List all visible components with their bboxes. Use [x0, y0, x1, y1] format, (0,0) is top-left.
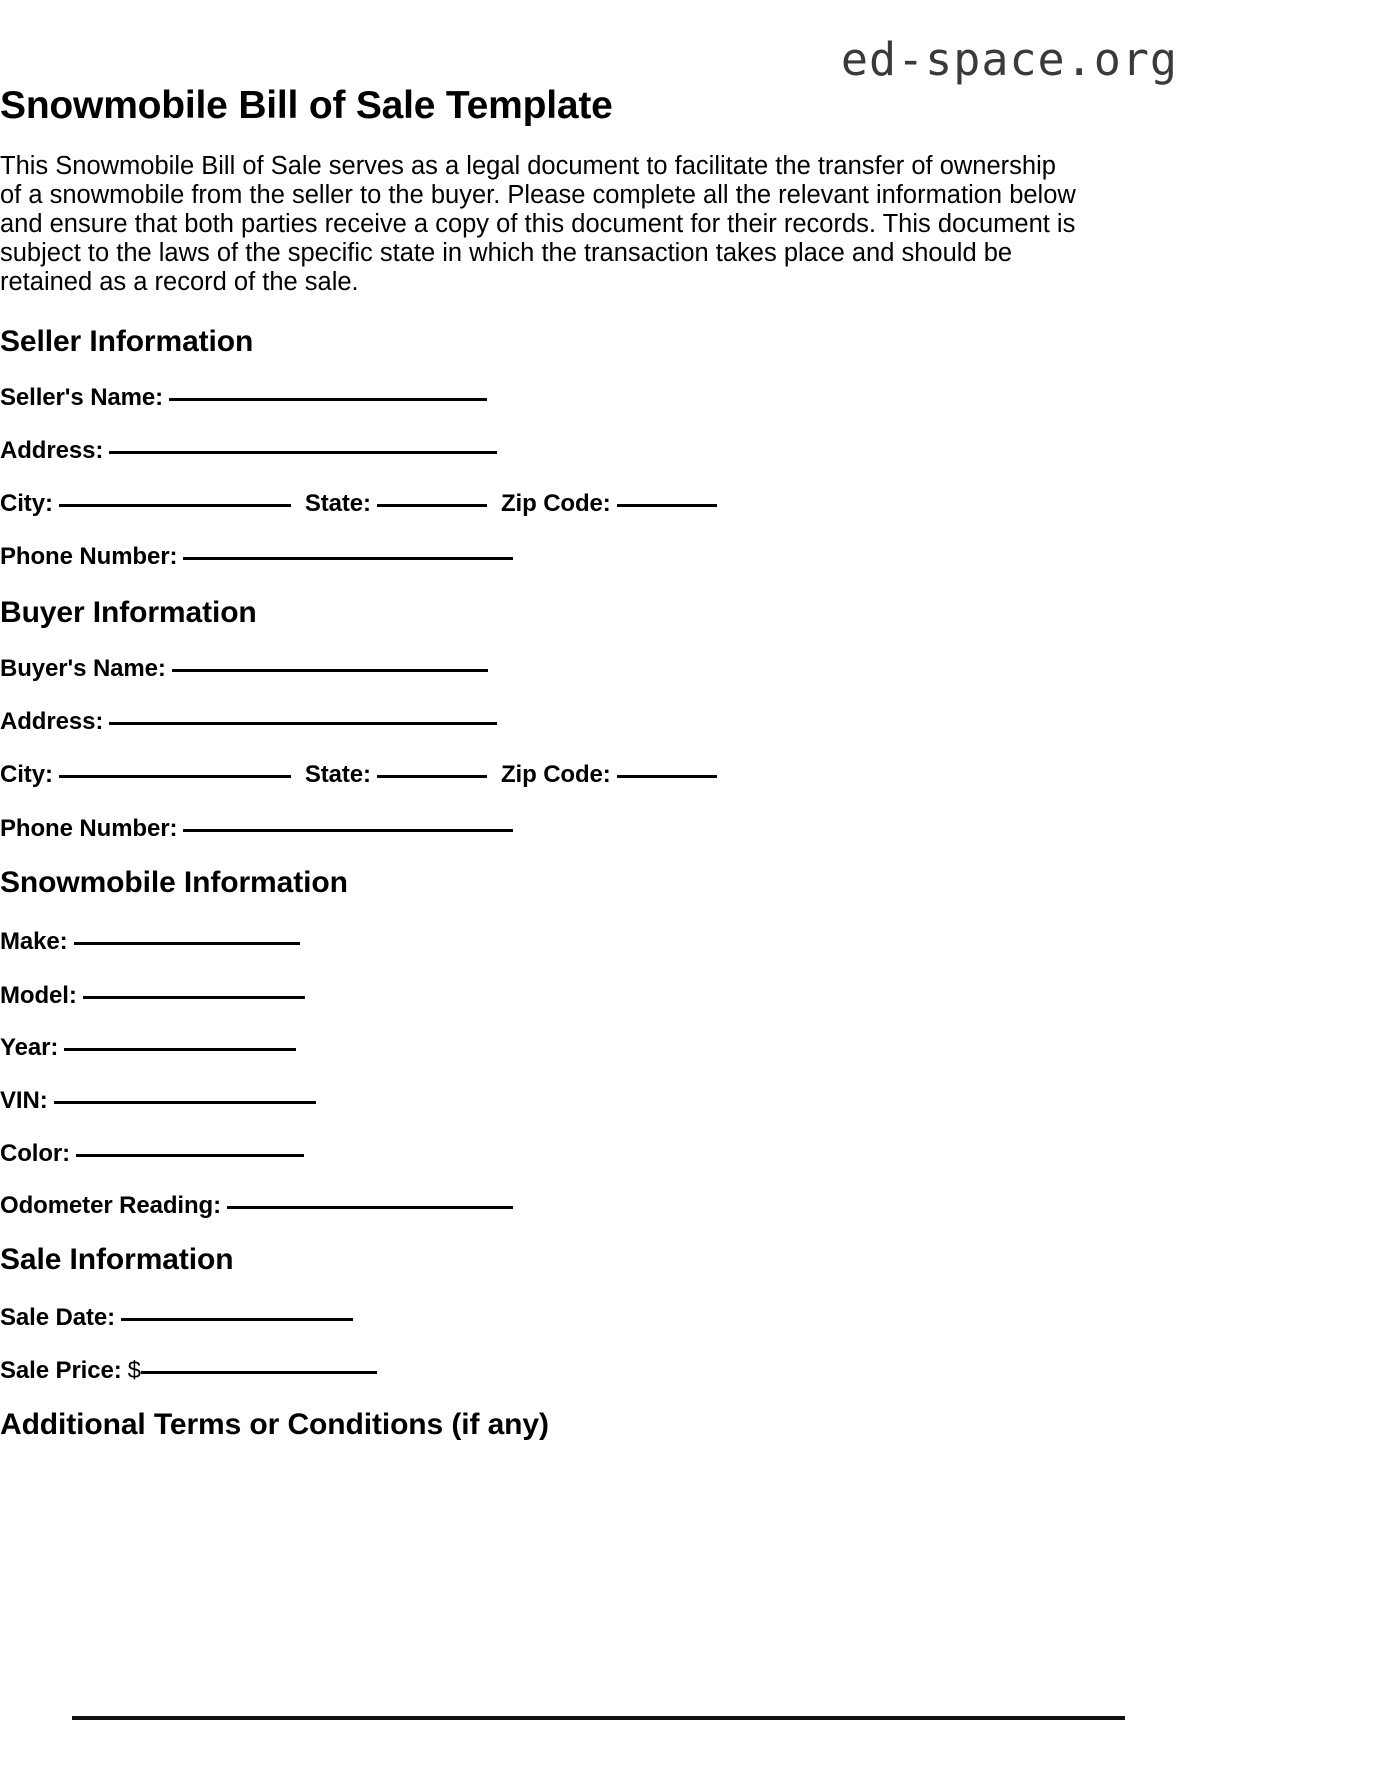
site-watermark: ed-space.org: [840, 33, 1178, 86]
input-line-buyer-zip[interactable]: [617, 775, 717, 778]
field-vin: [0, 1087, 316, 1115]
currency-symbol: $: [127, 1357, 141, 1384]
input-line-vin[interactable]: [54, 1101, 316, 1104]
field-label-buyer-state: State:: [304, 761, 371, 788]
field-seller-name: [0, 384, 487, 412]
input-line-seller-state[interactable]: [377, 504, 487, 507]
input-line-year[interactable]: [64, 1048, 296, 1051]
field-sale-price: [0, 1357, 377, 1385]
input-line-buyers-name[interactable]: [172, 669, 488, 672]
field-seller-city-state-zip: [0, 490, 717, 518]
input-line-seller-phone[interactable]: [183, 557, 513, 560]
field-label-seller-address: Address:: [0, 437, 104, 464]
input-line-color[interactable]: [76, 1154, 304, 1157]
field-label-vin: VIN:: [0, 1087, 48, 1114]
field-label-seller-city: City:: [0, 490, 53, 517]
field-buyer-name: [0, 655, 488, 683]
input-line-model[interactable]: [83, 996, 305, 999]
field-label-make: Make:: [0, 928, 68, 955]
input-line-sellers-name[interactable]: [169, 398, 487, 401]
field-color: [0, 1140, 304, 1168]
field-label-seller-phone: Phone Number:: [0, 543, 178, 570]
field-label-sellers-name: Seller's Name:: [0, 384, 164, 411]
section-heading-sale: Sale Information: [0, 1243, 234, 1276]
input-line-additional-terms[interactable]: [72, 1716, 1125, 1720]
field-year: [0, 1034, 296, 1062]
field-label-year: Year:: [0, 1034, 59, 1061]
page-title: Snowmobile Bill of Sale Template: [0, 84, 613, 127]
input-line-odometer[interactable]: [227, 1206, 513, 1209]
input-line-make[interactable]: [74, 942, 300, 945]
field-sale-date: [0, 1304, 353, 1332]
input-line-seller-city[interactable]: [59, 504, 291, 507]
section-heading-snowmobile: Snowmobile Information: [0, 866, 348, 899]
intro-paragraph: This Snowmobile Bill of Sale serves as a legal document to facilitate the transfer of ownership of a snowmobile from the seller to the buyer. Please complete all the relevant information below and ensure that both parties receive a copy of this document for their records. This document is subject to the laws of the specific state in which the transaction takes place and should be retained as a record of the sale.: [0, 152, 1076, 297]
field-seller-phone: [0, 543, 513, 571]
field-label-sale-price: Sale Price:: [0, 1357, 122, 1384]
field-label-odometer: Odometer Reading:: [0, 1192, 221, 1219]
field-label-seller-state: State:: [304, 490, 371, 517]
field-label-buyers-name: Buyer's Name:: [0, 655, 166, 682]
field-label-seller-zip: Zip Code:: [500, 490, 611, 517]
field-label-sale-date: Sale Date:: [0, 1304, 116, 1331]
field-buyer-address: [0, 708, 497, 736]
field-label-model: Model:: [0, 982, 77, 1009]
section-heading-additional-terms: Additional Terms or Conditions (if any): [0, 1408, 549, 1441]
field-label-buyer-address: Address:: [0, 708, 104, 735]
input-line-buyer-state[interactable]: [377, 775, 487, 778]
field-label-buyer-phone: Phone Number:: [0, 815, 178, 842]
input-line-seller-address[interactable]: [109, 451, 497, 454]
input-line-buyer-city[interactable]: [59, 775, 291, 778]
section-heading-seller: Seller Information: [0, 325, 254, 358]
field-seller-address: [0, 437, 497, 465]
field-label-buyer-zip: Zip Code:: [500, 761, 611, 788]
field-buyer-city-state-zip: [0, 761, 717, 789]
field-label-color: Color:: [0, 1140, 71, 1167]
field-label-buyer-city: City:: [0, 761, 53, 788]
field-model: [0, 982, 305, 1010]
input-line-sale-price[interactable]: [141, 1371, 377, 1374]
input-line-buyer-address[interactable]: [109, 722, 497, 725]
field-buyer-phone: [0, 815, 513, 843]
field-odometer: [0, 1192, 513, 1220]
field-make: [0, 928, 300, 956]
section-heading-buyer: Buyer Information: [0, 596, 257, 629]
input-line-seller-zip[interactable]: [617, 504, 717, 507]
input-line-buyer-phone[interactable]: [183, 829, 513, 832]
input-line-sale-date[interactable]: [121, 1318, 353, 1321]
